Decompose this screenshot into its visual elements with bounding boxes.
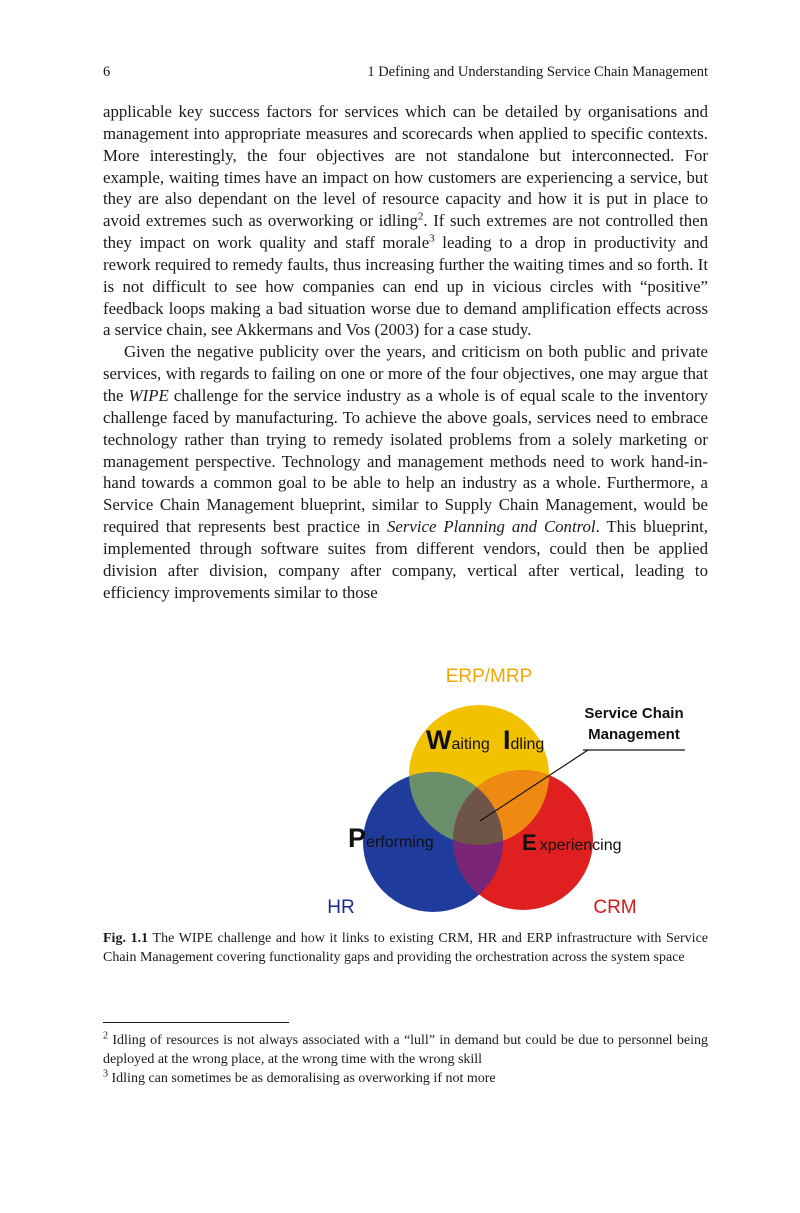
figure-caption bbox=[103, 930, 708, 967]
footnote bbox=[103, 1069, 708, 1088]
venn-svg bbox=[303, 655, 703, 925]
scm-label-line1: Service Chain bbox=[584, 705, 684, 722]
text-run: applicable key success factors for services which can be detailed by organisations and management into appropriate measures and scorecards when applied to specific contexts. More interestingly, the four objectives are not standalone but interconnected. For example, waiting times have an impact on how customers are experiencing a service, but they are also dependant on the level of resource capacity and how it is put in place to avoid extremes such as overworking or idling bbox=[103, 102, 708, 231]
i-initial: I bbox=[503, 725, 511, 755]
footnote-text: Idling can sometimes be as demoralising as overworking if not more bbox=[111, 1071, 496, 1086]
footnote-mark: 3 bbox=[103, 1068, 108, 1080]
text-run: . If such extremes are not controlled then they impact on work quality and staff morale bbox=[103, 211, 708, 253]
figure-label: Fig. 1.1 bbox=[103, 931, 149, 946]
erp-label: ERP/MRP bbox=[445, 666, 533, 687]
italic-text: Service Planning and Control bbox=[387, 517, 596, 537]
text-run: leading to a drop in productivity and rework required to remedy faults, thus increasing further the waiting times and so forth. It is not difficult to see how companies can end up in vicious circles with “positive” feedback loops making a bad situation worse due to demand amplification effects across a service chain, see Akkermans and Vos (2003) for a case study. bbox=[103, 233, 708, 340]
text-run: Given the negative publicity over the years, and criticism on both public and private services, with regards to failing on one or more of the four objectives, one may argue that the bbox=[103, 342, 708, 405]
e-rest: xperiencing bbox=[539, 837, 622, 854]
footnote-ref: 2 bbox=[417, 210, 424, 223]
running-title: 1 Defining and Understanding Service Chain Management bbox=[367, 64, 708, 80]
i-rest: dling bbox=[510, 736, 545, 753]
page-number: 6 bbox=[103, 64, 111, 80]
footnote-mark: 2 bbox=[103, 1030, 108, 1042]
italic-text: WIPE bbox=[128, 385, 169, 405]
text-run: . This blueprint, implemented through software suites from different vendors, could then be applied division after division, company after company, vertical after vertical, leading to efficiency improvements similar to those bbox=[103, 517, 708, 602]
footnote bbox=[103, 1031, 708, 1069]
figure-caption-text: The WIPE challenge and how it links to existing CRM, HR and ERP infrastructure with Service Chain Management covering functionality gaps and providing the orchestration across the system space bbox=[103, 931, 708, 965]
e-initial: E bbox=[522, 830, 537, 855]
paragraph bbox=[103, 101, 708, 341]
footnote-text: Idling of resources is not always associated with a “lull” in demand but could be due to personnel being deployed at the wrong place, at the wrong time with the wrong skill bbox=[103, 1033, 708, 1067]
scm-label-line2: Management bbox=[588, 726, 680, 743]
wipe-venn-diagram bbox=[303, 655, 703, 925]
footnotes bbox=[103, 1031, 708, 1088]
paragraph bbox=[103, 341, 708, 603]
footnote-ref: 3 bbox=[429, 232, 435, 245]
crm-label: CRM bbox=[593, 897, 637, 918]
text-run: challenge for the service industry as a whole is of equal scale to the inventory challenge faced by manufacturing. To achieve the above goals, services need to embrace technology rather than trying to remedy isolated problems from a solely marketing or management perspective. Technology and management methods need to work hand-in-hand towards a common goal to be able to help an industry as a whole. Furthermore, a Service Chain Management blueprint, similar to Supply Chain Management, would be required that represents best practice in bbox=[103, 385, 708, 537]
w-rest: aiting bbox=[451, 736, 490, 753]
p-initial: P bbox=[348, 823, 367, 853]
p-rest: erforming bbox=[366, 834, 434, 851]
running-header bbox=[103, 64, 708, 81]
hr-label: HR bbox=[327, 897, 355, 918]
w-initial: W bbox=[426, 725, 452, 755]
footnote-rule bbox=[103, 1022, 289, 1023]
body-text bbox=[103, 101, 708, 603]
